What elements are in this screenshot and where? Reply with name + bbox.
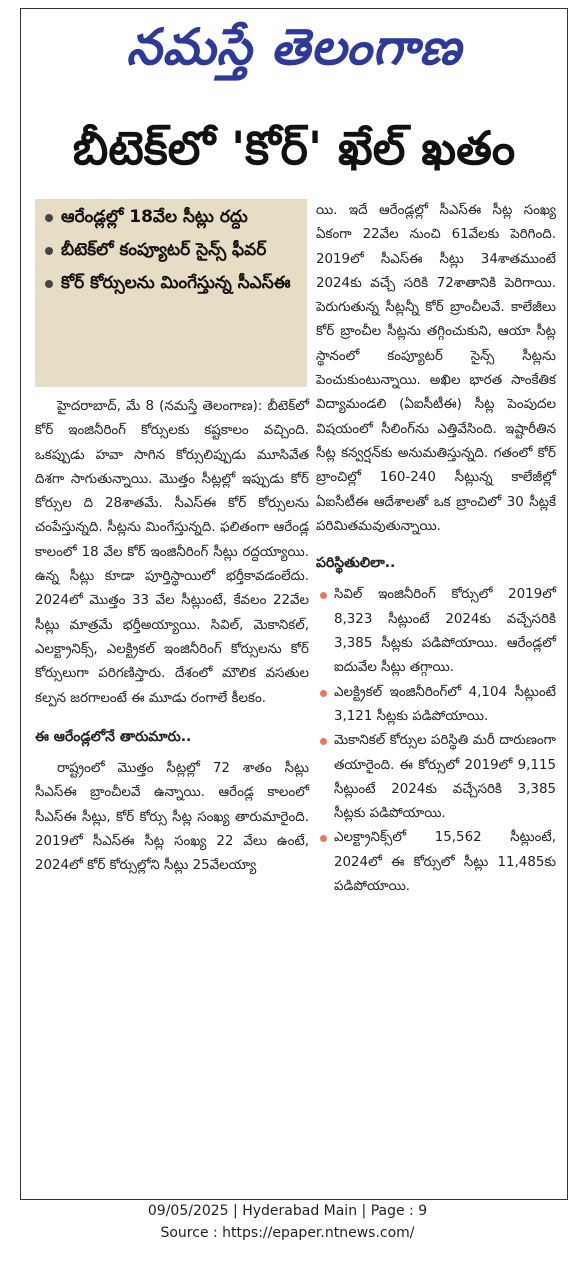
article-paragraph: హైదరాబాద్, మే 8 (నమస్తే తెలంగాణ): బీటెక్‌లో కోర్ ఇంజినీరింగ్ కోర్సులకు కష్టకాలం వచ్చింది. ఒకప్పుడు హవా సాగిన కోర్సులిప్పుడు మూసివేత దిశగా సాగుతున్నాయి. మొత్తం సీట్లల్లో ఇప్పుడు కోర్ కోర్సుల ది 28శాతమే. సీఎస్‌ఈ కోర్ కోర్సులను చంపేస్తున్నది. సీట్లను మింగేస్తున్నది. ఫలితంగా ఆరేండ్ల కాలంలో 18 వేల కోర్ ఇంజినీరింగ్ సీట్లు రద్దయ్యాయి. ఉన్న సీట్లు కూడా పూర్తిస్థాయిలో భర్తీకావడంలేదు. 2024లో మొత్తం 33 వేల సీట్లుంటే, కేవలం 22వేల సీట్లు మాత్రమే భర్తీఅయ్యాయి. సివిల్, మెకానికల్, ఎలక్ట్రానిక్స్, ఎలక్ట్రికల్ ఇంజినీరింగ్ కోర్సులను కోర్ కోర్సులుగా పరిగణిస్తారు. దేశంలో మౌలిక వసతుల కల్పన జరగాలంటే ఈ మూడు రంగాలే కీలకం. <box>35 399 309 706</box>
bullet-icon <box>45 280 53 288</box>
highlight-item: బీటెక్‌లో కంప్యూటర్ సైన్స్ ఫీవర్ <box>43 238 299 263</box>
highlight-item: ఆరేండ్లల్లో 18వేల సీట్లు రద్దు <box>43 205 299 230</box>
bullet-icon <box>320 738 327 745</box>
left-column <box>35 395 309 879</box>
bullet-icon <box>320 835 327 842</box>
highlights-box <box>35 199 307 387</box>
section-subhead: పరిస్థితులిలా.. <box>316 555 396 572</box>
article-paragraph: యి. ఇదే ఆరేండ్లల్లో సీఎస్‌ఈ సీట్ల సంఖ్య ఏకంగా 22వేల నుంచి 61వేలకు పెరిగింది. 2019లో సీఎస్‌ఈ సీట్లు 34శాతముంటే 2024కు వచ్చే సరికి 72శాతానికి పెరిగాయి. పెరుగుతున్న సీట్లన్నీ కోర్ బ్రాంచీలవే. కాలేజీలు కోర్ బ్రాంచీల సీట్లను తగ్గించుకుని, ఆయా సీట్ల స్థానంలో కంప్యూటర్ సైన్స్ సీట్లను పెంచుకుంటున్నాయి. అఖిల భారత సాంకేతిక విద్యామండలి (ఏఐసీటీఈ) సీట్ల పెంపుదల విషయంలో సీలింగ్‌ను ఎత్తివేసింది. ఇష్టారీతిన సీట్ల కన్వర్షన్‌కు అనుమతిస్తున్నది. గతంలో కోర్ బ్రాంచిల్లో 160-240 సీట్లున్న కాలేజీల్లో ఏఐసీటీఈ ఆదేశాలతో ఒక బ్రాంచిలో 30 సీట్లకే పరిమితమవుతున్నాయి. <box>316 203 556 534</box>
newspaper-clipping <box>20 8 568 1200</box>
right-column <box>316 199 556 899</box>
list-item: సివిల్ ఇంజినీరింగ్ కోర్సులో 2019లో 8,323 సీట్లుంటే 2024కు వచ్చేసరికి 3,385 సీట్లకు పడిపోయాయి. ఆరేండ్లలో ఐదువేల సీట్లు తగ్గాయి. <box>316 583 556 680</box>
bullet-list <box>316 583 556 899</box>
headline: బీటెక్‌లో 'కోర్' ఖేల్ ఖతం <box>72 121 516 175</box>
footer-date-line: 09/05/2025 | Hyderabad Main | Page : 9 <box>147 1203 428 1219</box>
highlight-item: కోర్ కోర్సులను మింగేస్తున్న సీఎస్‌ఈ <box>43 271 299 296</box>
masthead: నమస్తే తెలంగాణ <box>126 17 462 76</box>
bullet-icon <box>45 247 53 255</box>
list-item: ఎలక్ట్రానిక్స్‌లో 15,562 సీట్లుంటే, 2024లో ఈ కోర్సులో సీట్లు 11,485కు పడిపోయాయి. <box>316 826 556 899</box>
bullet-icon <box>320 592 327 599</box>
footer-source-link[interactable]: Source : https://epaper.ntnews.com/ <box>160 1225 415 1241</box>
bullet-icon <box>320 690 327 697</box>
list-item: ఎలక్ట్రికల్ ఇంజినీరింగ్‌లో 4,104 సీట్లుంటే 3,121 సీట్లకు పడిపోయాయి. <box>316 681 556 730</box>
article-paragraph: రాష్ట్రంలో మొత్తం సీట్లల్లో 72 శాతం సీట్లు సీఎస్‌ఈ బ్రాంచీలవే ఉన్నాయి. ఆరేండ్ల కాలంలో సీఎస్‌ఈ సీట్లు, కోర్ కోర్సు సీట్ల సంఖ్య తారుమారైంది. 2019లో సీఎస్‌ఈ సీట్ల సంఖ్య 22 వేలు ఉంటే, 2024లో కోర్ కోర్సుల్లోని సీట్లు 25వేలయ్యా <box>35 761 309 874</box>
bullet-icon <box>45 214 53 222</box>
section-subhead: ఈ ఆరేండ్లలోనే తారుమారు.. <box>35 728 192 745</box>
list-item: మెకానికల్ కోర్సుల పరిస్థితి మరీ దారుణంగా తయారైంది. ఈ కోర్సులో 2019లో 9,115 సీట్లుంటే 2024కు వచ్చేసరికి 3,385 సీట్లకు పడిపోయాయి. <box>316 729 556 826</box>
